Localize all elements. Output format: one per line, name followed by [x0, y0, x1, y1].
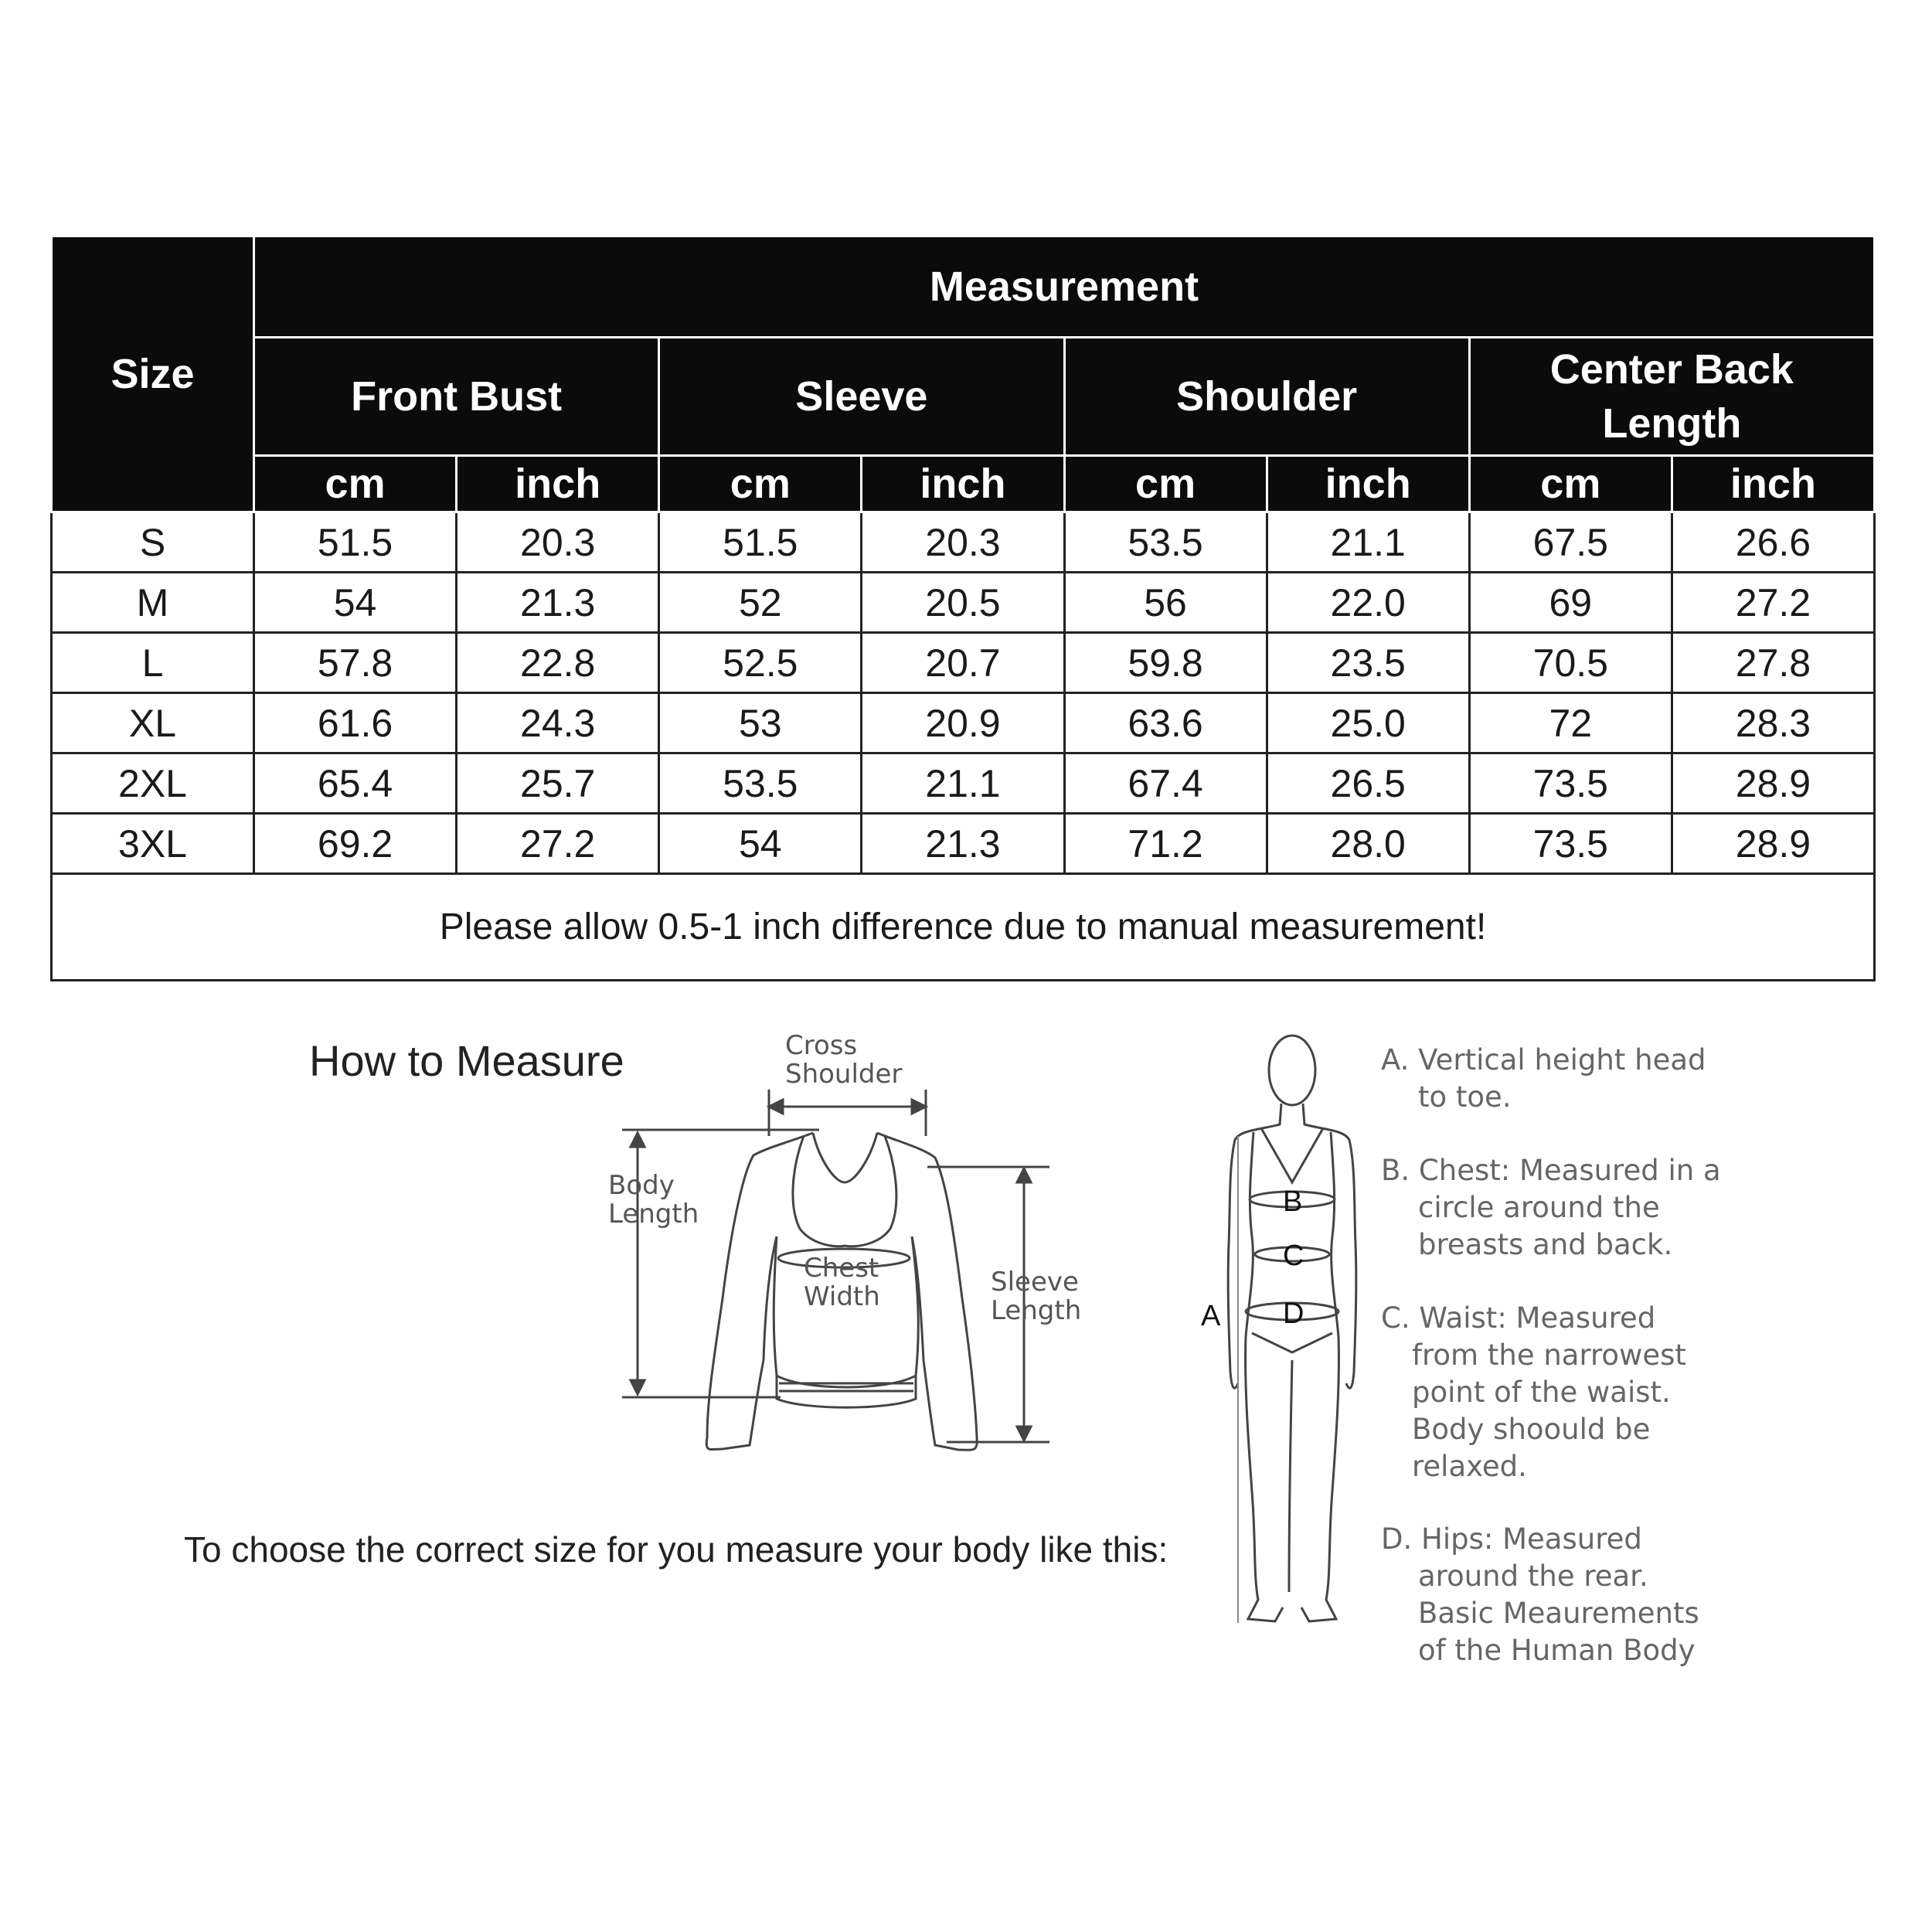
legend-d-line: D. Hips: Measured	[1381, 1522, 1642, 1556]
center-back-length-header	[1469, 338, 1874, 456]
unit-header-inch: inch	[1672, 456, 1874, 512]
measurement-guides	[622, 1090, 1049, 1442]
measurement-cell: 25.0	[1267, 693, 1469, 753]
human-body-figure	[1228, 1036, 1356, 1623]
measurement-note: Please allow 0.5-1 inch difference due to manual measurement!	[52, 874, 1875, 981]
measurement-cell: 53.5	[659, 753, 862, 814]
how-to-measure-title: How to Measure	[309, 1036, 624, 1085]
measurement-cell: 69	[1469, 573, 1672, 633]
measurement-cell: 25.7	[457, 753, 659, 814]
choose-size-instruction: To choose the correct size for you measure your body like this:	[184, 1529, 1168, 1570]
measurement-cell: 53.5	[1064, 512, 1267, 573]
shoulder-header: Shoulder	[1064, 338, 1469, 456]
measurement-cell: 27.2	[1672, 573, 1874, 633]
measurement-cell: 61.6	[254, 693, 457, 753]
height-key-label: A	[1201, 1300, 1221, 1332]
sweater-sketch	[706, 1133, 977, 1450]
unit-header-inch: inch	[457, 456, 659, 512]
legend-a-line: A. Vertical height head	[1381, 1043, 1706, 1077]
measurement-cell: 72	[1469, 693, 1672, 753]
legend-b-line: breasts and back.	[1418, 1228, 1673, 1261]
chest-width-label: Chest	[804, 1253, 879, 1284]
legend-item-b	[1381, 1152, 1721, 1264]
measurement-cell: 63.6	[1064, 693, 1267, 753]
legend-d-line: around the rear.	[1418, 1560, 1648, 1593]
measurement-cell: 20.3	[457, 512, 659, 573]
table-row	[52, 814, 1875, 874]
measurement-cell: 23.5	[1267, 633, 1469, 693]
waist-key-label: C	[1283, 1240, 1304, 1272]
measurement-cell: 51.5	[254, 512, 457, 573]
measurement-cell: 28.0	[1267, 814, 1469, 874]
chest-width-label: Width	[804, 1281, 880, 1312]
legend-c-line: point of the waist.	[1412, 1376, 1671, 1409]
sleeve-length-label: Sleeve	[991, 1267, 1079, 1298]
size-cell: 2XL	[52, 753, 254, 814]
size-rows	[52, 512, 1875, 874]
measurement-header: Measurement	[254, 236, 1875, 338]
measurement-cell: 67.5	[1469, 512, 1672, 573]
measurement-cell: 57.8	[254, 633, 457, 693]
body-length-label: Length	[608, 1199, 699, 1230]
measurement-cell: 22.0	[1267, 573, 1469, 633]
body-length-label: Body	[608, 1170, 675, 1201]
measurement-cell: 21.1	[862, 753, 1064, 814]
cross-shoulder-label: Shoulder	[785, 1059, 903, 1090]
measurement-cell: 20.9	[862, 693, 1064, 753]
measurement-cell: 51.5	[659, 512, 862, 573]
measurement-cell: 20.3	[862, 512, 1064, 573]
note-row	[52, 874, 1875, 981]
measurement-cell: 52	[659, 573, 862, 633]
table-row	[52, 633, 1875, 693]
measurement-cell: 73.5	[1469, 753, 1672, 814]
unit-header-cm: cm	[1469, 456, 1672, 512]
size-cell: M	[52, 573, 254, 633]
measurement-cell: 69.2	[254, 814, 457, 874]
measurement-cell: 22.8	[457, 633, 659, 693]
size-cell: 3XL	[52, 814, 254, 874]
table-row	[52, 573, 1875, 633]
table-row	[52, 753, 1875, 814]
measurement-cell: 21.1	[1267, 512, 1469, 573]
legend-a-line: to toe.	[1418, 1080, 1512, 1114]
measurement-cell: 28.9	[1672, 753, 1874, 814]
legend-c-line: from the narrowest	[1412, 1338, 1686, 1372]
center-back-length-label: Center Back Length	[1549, 346, 1794, 447]
measurement-cell: 71.2	[1064, 814, 1267, 874]
measurement-cell: 28.3	[1672, 693, 1874, 753]
measurement-cell: 26.6	[1672, 512, 1874, 573]
measurement-cell: 54	[659, 814, 862, 874]
size-cell: XL	[52, 693, 254, 753]
legend-b-line: B. Chest: Measured in a	[1381, 1154, 1721, 1187]
body-key-labels	[1201, 1185, 1304, 1332]
measurement-cell: 67.4	[1064, 753, 1267, 814]
legend-item-d	[1381, 1521, 1699, 1669]
measurement-cell: 26.5	[1267, 753, 1469, 814]
size-cell: L	[52, 633, 254, 693]
table-row	[52, 512, 1875, 573]
measurement-cell: 54	[254, 573, 457, 633]
hips-key-label: D	[1283, 1298, 1304, 1330]
chest-key-label: B	[1283, 1185, 1303, 1218]
measurement-cell: 59.8	[1064, 633, 1267, 693]
unit-header-cm: cm	[254, 456, 457, 512]
unit-header-cm: cm	[659, 456, 862, 512]
size-column-header: Size	[52, 236, 254, 512]
unit-header-inch: inch	[1267, 456, 1469, 512]
legend-b-line: circle around the	[1418, 1191, 1660, 1224]
size-chart-table	[50, 235, 1876, 981]
legend-c-line: Body shoould be	[1412, 1413, 1651, 1446]
measurement-cell: 73.5	[1469, 814, 1672, 874]
legend-d-line: of the Human Body	[1418, 1634, 1696, 1667]
legend-c-line: relaxed.	[1412, 1450, 1527, 1483]
measurement-cell: 24.3	[457, 693, 659, 753]
measurement-cell: 28.9	[1672, 814, 1874, 874]
cross-shoulder-label: Cross	[785, 1030, 858, 1061]
legend-item-a	[1381, 1042, 1706, 1116]
front-bust-header: Front Bust	[254, 338, 659, 456]
measurement-cell: 56	[1064, 573, 1267, 633]
measurement-cell: 53	[659, 693, 862, 753]
measurement-cell: 21.3	[457, 573, 659, 633]
unit-header-inch: inch	[862, 456, 1064, 512]
sleeve-header: Sleeve	[659, 338, 1064, 456]
measurement-cell: 27.2	[457, 814, 659, 874]
measurement-cell: 20.7	[862, 633, 1064, 693]
table-row	[52, 693, 1875, 753]
legend-d-line: Basic Meaurements	[1418, 1597, 1699, 1630]
legend-item-c	[1381, 1300, 1686, 1485]
measurement-cell: 65.4	[254, 753, 457, 814]
garment-labels	[608, 1030, 1081, 1326]
sleeve-length-label: Length	[991, 1295, 1082, 1326]
measurement-cell: 27.8	[1672, 633, 1874, 693]
measurement-cell: 52.5	[659, 633, 862, 693]
measurement-cell: 70.5	[1469, 633, 1672, 693]
legend-c-line: C. Waist: Measured	[1381, 1301, 1656, 1335]
measurement-cell: 21.3	[862, 814, 1064, 874]
unit-header-cm: cm	[1064, 456, 1267, 512]
size-cell: S	[52, 512, 254, 573]
measurement-cell: 20.5	[862, 573, 1064, 633]
